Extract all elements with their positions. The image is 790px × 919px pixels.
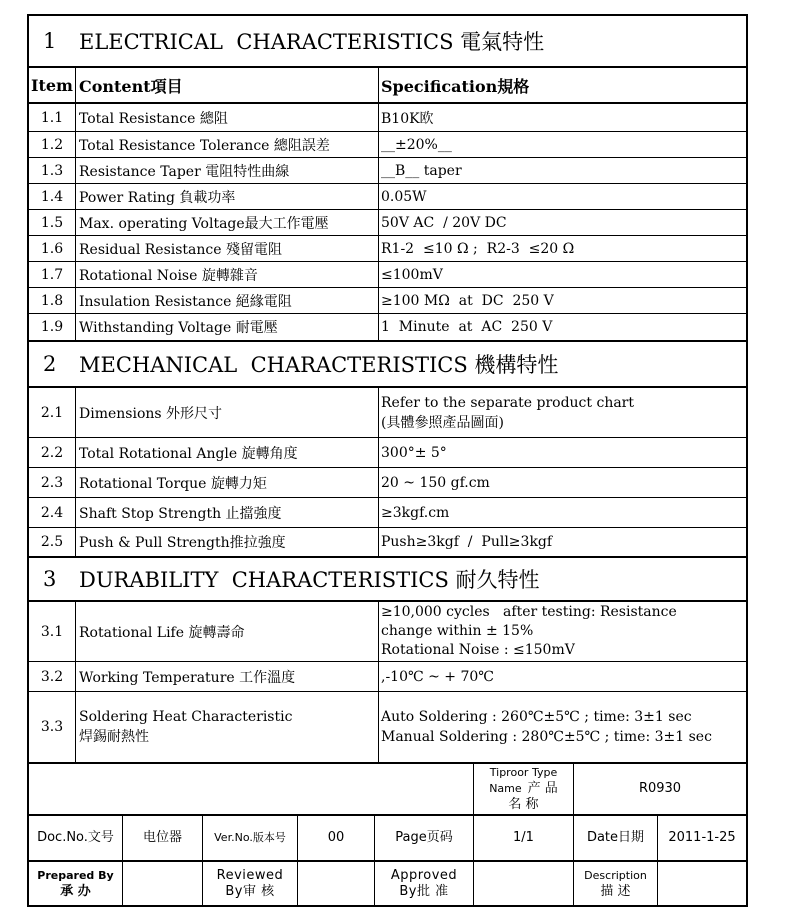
table-row	[29, 314, 746, 342]
section-number: 3	[43, 567, 57, 591]
reviewed-by	[203, 862, 298, 905]
table-row	[29, 236, 746, 262]
row-spec: __B__ taper	[381, 162, 462, 179]
row-spec: ≤100mV	[381, 266, 443, 283]
section-title: DURABILITY CHARACTERISTICS 耐久特性	[79, 568, 540, 592]
table-row	[29, 262, 746, 288]
approved-by-cn: By批 准	[399, 883, 449, 899]
prepared-by	[29, 862, 123, 905]
section-title-durability	[29, 558, 746, 602]
table-row	[29, 388, 746, 438]
table-row	[29, 528, 746, 558]
row-content: Power Rating 負載功率	[76, 184, 379, 209]
reviewed-by-signature	[298, 862, 375, 905]
description	[574, 862, 658, 905]
approved-by-en: Approved	[390, 867, 458, 883]
row-spec	[379, 388, 746, 437]
page-value: 1/1	[474, 816, 574, 860]
spec-line: Manual Soldering : 280℃±5℃ ; time: 3±1 sec	[381, 729, 712, 745]
doc-no-value: 电位器	[123, 816, 203, 860]
approved-by	[375, 862, 474, 905]
table-row	[29, 438, 746, 468]
row-spec: 0.05W	[381, 188, 427, 205]
header-content: Content項目	[76, 68, 379, 102]
description-value	[658, 862, 746, 905]
row-spec: 1 Minute at AC 250 V	[381, 319, 553, 335]
ver-no-label: Ver.No.版本号	[203, 816, 298, 860]
row-item: 2.3	[29, 468, 76, 497]
row-item: 3.2	[29, 662, 76, 691]
table-row	[29, 184, 746, 210]
row-content: Rotational Torque 旋轉力矩	[76, 468, 379, 497]
footer-doc-row	[29, 816, 746, 862]
row-item: 3.3	[29, 692, 76, 762]
row-item: 3.1	[29, 602, 76, 661]
row-spec	[379, 602, 746, 661]
row-item: 1.8	[29, 288, 76, 313]
table-row	[29, 602, 746, 662]
section-title-mechanical	[29, 342, 746, 388]
spec-line: change within ± 15%	[381, 623, 534, 639]
section-title-electrical	[29, 16, 746, 68]
row-content: Withstanding Voltage 耐電壓	[76, 314, 379, 340]
spec-line: Refer to the separate product chart	[381, 394, 634, 411]
row-content: Rotational Life 旋轉壽命	[76, 602, 379, 661]
table-row	[29, 498, 746, 528]
row-spec	[379, 692, 746, 762]
row-item: 1.2	[29, 132, 76, 157]
product-name-value: R0930	[638, 781, 682, 796]
table-row	[29, 104, 746, 132]
row-content: Shaft Stop Strength 止擋強度	[76, 498, 379, 527]
prepared-by-cn: 承 办	[60, 883, 91, 899]
description-cn: 描 述	[600, 883, 631, 899]
date-value: 2011-1-25	[668, 830, 736, 845]
prepared-by-signature	[123, 862, 203, 905]
row-spec: R1-2 ≤10 Ω ; R2-3 ≤20 Ω	[381, 240, 575, 257]
product-name-label-cn2: 名 称	[508, 797, 539, 812]
table-header	[29, 68, 746, 104]
spec-line: Rotational Noise : ≤150mV	[381, 642, 575, 658]
section-number: 1	[43, 29, 57, 53]
row-content: Total Resistance Tolerance 總阻誤差	[76, 132, 379, 157]
header-spec: Specification規格	[381, 76, 530, 96]
row-spec: B10K欧	[381, 110, 434, 127]
footer-name-row	[29, 764, 746, 816]
row-content: Dimensions 外形尺寸	[76, 388, 379, 437]
row-item: 1.7	[29, 262, 76, 287]
row-item: 1.6	[29, 236, 76, 261]
spec-line: Auto Soldering : 260℃±5℃ ; time: 3±1 sec	[381, 709, 692, 725]
product-name-label-en2: Name	[489, 782, 522, 795]
section-title: ELECTRICAL CHARACTERISTICS 電氣特性	[79, 30, 545, 54]
table-row	[29, 132, 746, 158]
section-number: 2	[43, 352, 57, 376]
row-spec: __±20%__	[381, 136, 452, 153]
row-spec: 50V AC / 20V DC	[381, 214, 507, 231]
row-content: Resistance Taper 電阻特性曲線	[76, 158, 379, 183]
date-label: Date日期	[574, 816, 658, 860]
table-row	[29, 468, 746, 498]
product-name-label-line2	[489, 781, 558, 797]
row-content: Rotational Noise 旋轉雜音	[76, 262, 379, 287]
footer-blank	[29, 764, 474, 814]
row-content: Working Temperature 工作溫度	[76, 662, 379, 691]
row-item: 2.4	[29, 498, 76, 527]
spec-line: (具體參照產品圖面)	[381, 414, 504, 431]
row-item: 2.5	[29, 528, 76, 556]
row-content: Insulation Resistance 絕緣電阻	[76, 288, 379, 313]
row-spec: 300°± 5°	[381, 444, 447, 461]
footer-signature-row	[29, 862, 746, 905]
row-spec: ≥3kgf.cm	[381, 504, 450, 521]
row-item: 2.2	[29, 438, 76, 467]
table-row	[29, 662, 746, 692]
section-title: MECHANICAL CHARACTERISTICS 機構特性	[79, 353, 559, 377]
row-content: Total Resistance 總阻	[76, 104, 379, 131]
doc-no-label: Doc.No.文号	[29, 816, 123, 860]
spec-line: ≥10,000 cycles after testing: Resistance	[381, 604, 677, 620]
row-spec: ,-10℃ ~ + 70℃	[381, 668, 494, 685]
row-item: 1.1	[29, 104, 76, 131]
product-name-label-en: Tiproor Type	[489, 766, 558, 779]
description-en: Description	[584, 868, 647, 882]
prepared-by-en: Prepared By	[37, 868, 114, 882]
row-content	[76, 692, 379, 762]
table-row	[29, 158, 746, 184]
row-content: Residual Resistance 殘留電阻	[76, 236, 379, 261]
row-spec: ≥100 MΩ at DC 250 V	[381, 292, 554, 309]
row-content: Max. operating Voltage最大工作電壓	[76, 210, 379, 235]
spec-sheet	[27, 14, 748, 907]
reviewed-by-en: Reviewed	[216, 867, 284, 883]
reviewed-by-cn: By审 核	[225, 883, 275, 899]
header-item: Item	[29, 68, 76, 102]
row-content: Total Rotational Angle 旋轉角度	[76, 438, 379, 467]
page-label: Page页码	[375, 816, 474, 860]
row-content: Push & Pull Strength推拉強度	[76, 528, 379, 556]
table-row	[29, 210, 746, 236]
row-item: 2.1	[29, 388, 76, 437]
row-spec: Push≥3kgf / Pull≥3kgf	[381, 534, 553, 550]
table-row	[29, 692, 746, 764]
content-line: Soldering Heat Characteristic	[79, 709, 293, 725]
row-item: 1.9	[29, 314, 76, 340]
ver-no-value: 00	[298, 816, 375, 860]
row-item: 1.4	[29, 184, 76, 209]
approved-by-signature	[474, 862, 574, 905]
table-row	[29, 288, 746, 314]
row-item: 1.5	[29, 210, 76, 235]
product-name-label-cn: 产 品	[527, 781, 558, 796]
product-name-label	[474, 764, 574, 814]
row-spec: 20 ~ 150 gf.cm	[381, 474, 490, 491]
row-item: 1.3	[29, 158, 76, 183]
content-line: 焊錫耐熱性	[79, 729, 149, 745]
